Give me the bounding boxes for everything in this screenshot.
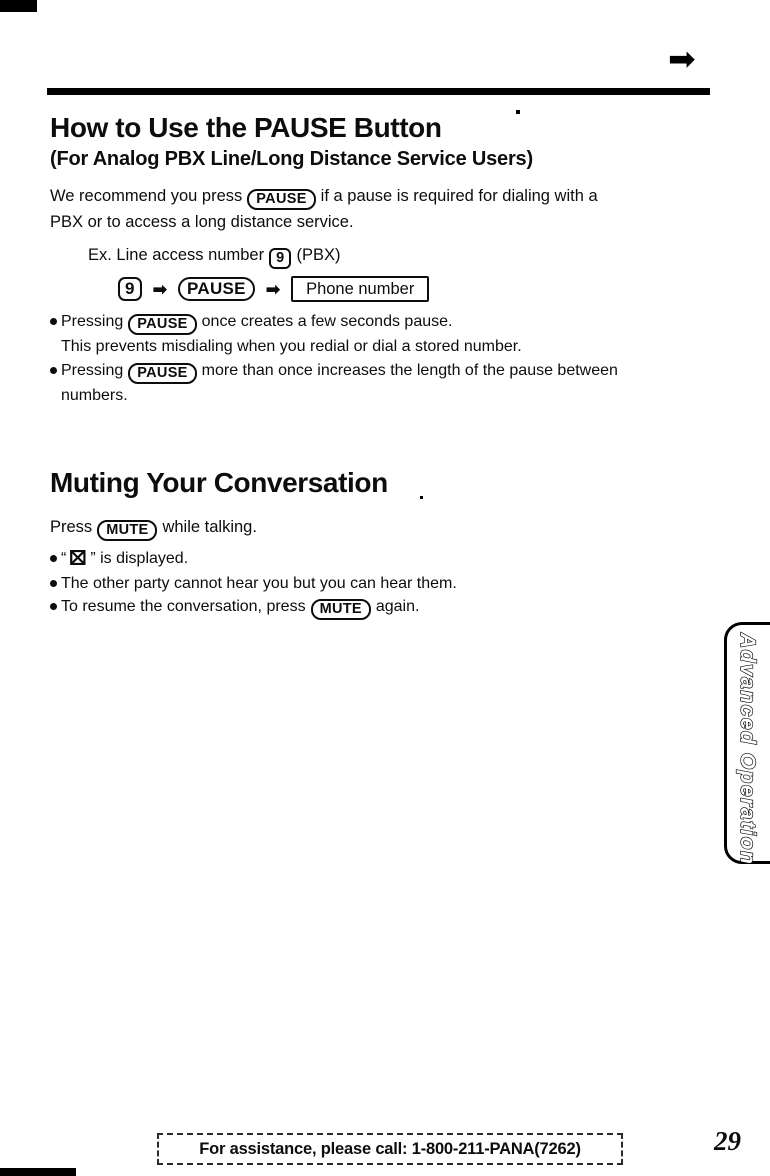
key-9-keycap: 9 [118, 277, 142, 301]
pause-keycap: PAUSE [128, 314, 196, 335]
bullet-text [61, 595, 419, 620]
bullet-icon [50, 367, 57, 374]
intro-text: PBX or to access a long distance service. [50, 213, 354, 231]
phone-number-box: Phone number [291, 276, 429, 302]
bullet-fragment: again. [375, 598, 420, 615]
bullet-fragment: To resume the conversation, press [61, 598, 306, 615]
pause-intro-paragraph [50, 184, 722, 234]
pause-keycap: PAUSE [178, 277, 255, 301]
press-mute-line [50, 515, 257, 541]
bullet-text [61, 547, 188, 572]
bullet-fragment: “ [61, 550, 67, 567]
list-item [50, 547, 690, 572]
mute-section-title: Muting Your Conversation [50, 467, 388, 498]
dialing-flow-diagram [118, 276, 429, 302]
intro-text: We recommend you press [50, 187, 243, 205]
chapter-tab-label: Advanced Operation [736, 633, 759, 866]
bullet-fragment: once creates a few seconds pause. [201, 313, 453, 330]
bullet-fragment: Pressing [61, 362, 124, 379]
scan-speck [516, 110, 520, 114]
assistance-text: For assistance, please call: 1-800-211-PANA(7262) [199, 1139, 581, 1158]
bullet-text: The other party cannot hear you but you can hear them. [61, 575, 457, 592]
list-item [50, 572, 690, 595]
example-line [88, 243, 340, 269]
list-item [50, 359, 718, 407]
bullet-fragment: more than once increases the length of the pause between [201, 362, 618, 379]
bullet-text [61, 359, 618, 407]
pause-keycap: PAUSE [128, 363, 196, 384]
pause-section-title: How to Use the PAUSE Button [50, 112, 442, 143]
flow-arrow-icon: ➡ [152, 279, 168, 299]
press-text: Press [50, 518, 93, 536]
bullet-icon [50, 318, 57, 325]
forward-arrow-icon: ➡ [668, 40, 696, 77]
mute-keycap: MUTE [97, 520, 157, 541]
example-text: Ex. Line access number [88, 246, 265, 264]
pause-section-subtitle: (For Analog PBX Line/Long Distance Service Users) [50, 148, 533, 170]
bullet-icon [50, 580, 57, 587]
header-rule [47, 88, 710, 95]
intro-text: if a pause is required for dialing with a [320, 187, 598, 205]
press-text: while talking. [162, 518, 257, 536]
example-text: (PBX) [296, 246, 341, 264]
bullet-fragment: This prevents misdialing when you redial or dial a stored number. [61, 338, 522, 355]
bullet-fragment: numbers. [61, 387, 128, 404]
list-item [50, 310, 718, 358]
bullet-fragment: ” is displayed. [90, 550, 189, 567]
pause-bullet-list [50, 310, 718, 407]
bullet-text [61, 310, 522, 358]
mute-keycap: MUTE [311, 599, 371, 620]
page-number: 29 [714, 1126, 741, 1156]
scan-mark-top-left [0, 0, 37, 12]
mute-display-icon [70, 549, 86, 572]
bullet-icon [50, 603, 57, 610]
scan-speck [420, 496, 423, 499]
pause-keycap: PAUSE [247, 189, 315, 210]
assistance-footer-box [157, 1133, 623, 1165]
flow-arrow-icon: ➡ [265, 279, 281, 299]
chapter-tab-advanced-operation [724, 622, 770, 864]
list-item [50, 595, 690, 620]
mute-bullet-list [50, 547, 690, 620]
scan-mark-bottom-left [0, 1168, 76, 1176]
key-9-keycap: 9 [269, 248, 291, 269]
bullet-icon [50, 555, 57, 562]
bullet-fragment: Pressing [61, 313, 124, 330]
